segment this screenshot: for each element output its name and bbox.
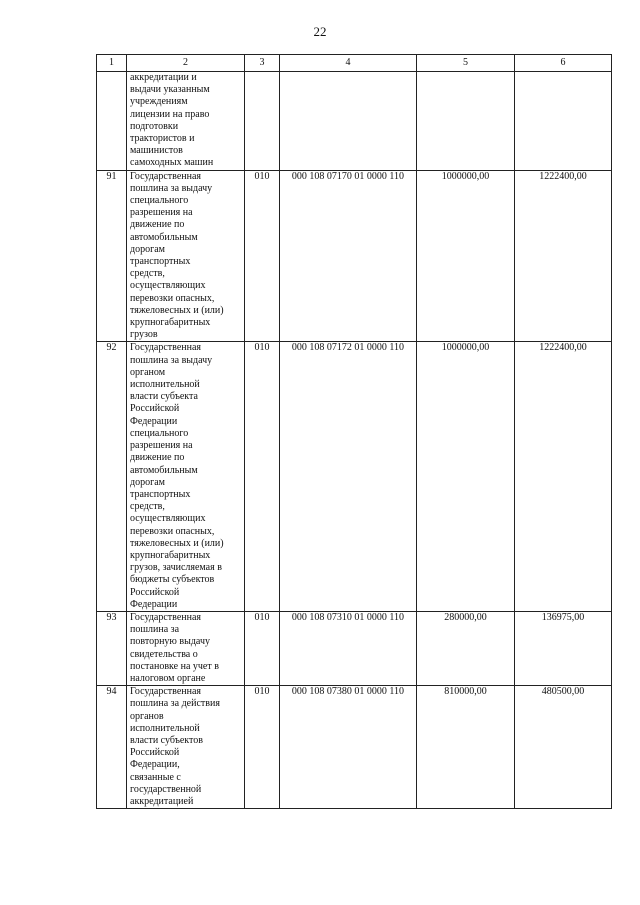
budget-table	[96, 54, 612, 809]
row-number: 94	[97, 686, 127, 809]
table-row	[97, 342, 612, 611]
row-kbk: 000 108 07172 01 0000 110	[280, 342, 417, 611]
row-name: Государственная пошлина за выдачу органом исполнительной власти субъекта Российской Федерации специального разрешения на движение по автомобильным дорогам транспортных средств, осуществляющих перевозки опасных, тяжеловесных и (или) крупногабаритных грузов, зачисляемая в бюджеты субъектов Российской Федерации	[127, 342, 245, 611]
row-col5: 1000000,00	[417, 170, 515, 342]
row-number: 92	[97, 342, 127, 611]
table-row	[97, 170, 612, 342]
row-number: 93	[97, 611, 127, 685]
row-name: Государственная пошлина за выдачу специального разрешения на движение по автомобильным дорогам транспортных средств, осуществляющих перевозки опасных, тяжеловесных и (или) крупногабаритных грузов	[127, 170, 245, 342]
header-col-4: 4	[280, 55, 417, 72]
row-code: 010	[245, 611, 280, 685]
header-col-6: 6	[515, 55, 612, 72]
row-col6: 1222400,00	[515, 170, 612, 342]
row-code: 010	[245, 170, 280, 342]
row-col5: 280000,00	[417, 611, 515, 685]
row-col5: 810000,00	[417, 686, 515, 809]
row-col6: 1222400,00	[515, 342, 612, 611]
row-code: 010	[245, 686, 280, 809]
table-header-row	[97, 55, 612, 72]
row-number: 91	[97, 170, 127, 342]
header-col-2: 2	[127, 55, 245, 72]
row-col6	[515, 72, 612, 171]
row-name: Государственная пошлина за повторную выдачу свидетельства о постановке на учет в налоговом органе	[127, 611, 245, 685]
row-col5	[417, 72, 515, 171]
row-kbk: 000 108 07310 01 0000 110	[280, 611, 417, 685]
row-code: 010	[245, 342, 280, 611]
header-col-1: 1	[97, 55, 127, 72]
row-col6: 136975,00	[515, 611, 612, 685]
row-name: аккредитации и выдачи указанным учреждениям лицензии на право подготовки трактористов и машинистов самоходных машин	[127, 72, 245, 171]
header-col-3: 3	[245, 55, 280, 72]
row-col6: 480500,00	[515, 686, 612, 809]
row-kbk: 000 108 07380 01 0000 110	[280, 686, 417, 809]
row-name: Государственная пошлина за действия органов исполнительной власти субъектов Российской Федерации, связанные с государственной аккредитацией	[127, 686, 245, 809]
row-number	[97, 72, 127, 171]
row-kbk: 000 108 07170 01 0000 110	[280, 170, 417, 342]
row-code	[245, 72, 280, 171]
row-kbk	[280, 72, 417, 171]
header-col-5: 5	[417, 55, 515, 72]
table-row	[97, 611, 612, 685]
table-row	[97, 72, 612, 171]
page-number: 22	[313, 24, 327, 39]
row-col5: 1000000,00	[417, 342, 515, 611]
table-row	[97, 686, 612, 809]
